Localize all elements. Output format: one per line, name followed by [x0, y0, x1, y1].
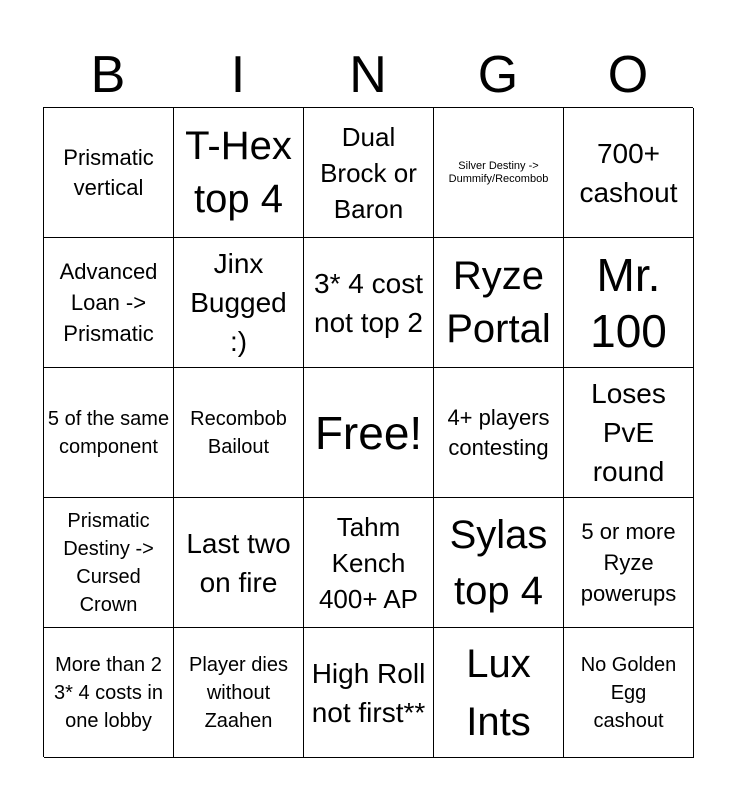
- bingo-cell[interactable]: [174, 108, 304, 238]
- cell-text: 700+ cashout: [579, 137, 678, 208]
- cell-text: More than 2 3* 4 costs in one lobby: [54, 653, 163, 732]
- bingo-cell[interactable]: [564, 628, 694, 758]
- bingo-cell[interactable]: [564, 238, 694, 368]
- bingo-cell[interactable]: [564, 368, 694, 498]
- bingo-cell[interactable]: [174, 238, 304, 368]
- bingo-cell[interactable]: [564, 108, 694, 238]
- bingo-cell[interactable]: [304, 628, 434, 758]
- cell-text: 4+ players contesting: [447, 404, 550, 460]
- cell-text: No Golden Egg cashout: [580, 653, 677, 732]
- bingo-cell[interactable]: [434, 498, 564, 628]
- bingo-cell[interactable]: [174, 368, 304, 498]
- cell-text: Dual Brock or Baron: [320, 121, 417, 224]
- bingo-cell[interactable]: [44, 628, 174, 758]
- cell-text: Loses PvE round: [591, 378, 666, 487]
- bingo-cell[interactable]: [434, 238, 564, 368]
- header-letter-o: O: [607, 46, 649, 104]
- cell-text: T-Hex top 4: [185, 123, 292, 221]
- bingo-card: [43, 107, 693, 757]
- cell-text: Jinx Bugged :): [190, 248, 287, 357]
- cell-text: Advanced Loan -> Prismatic: [59, 259, 158, 346]
- bingo-cell[interactable]: [564, 498, 694, 628]
- cell-text: Prismatic Destiny -> Cursed Crown: [63, 509, 154, 616]
- bingo-cell[interactable]: [434, 628, 564, 758]
- bingo-cell[interactable]: [44, 238, 174, 368]
- header-letter-i: I: [230, 46, 246, 104]
- bingo-cell[interactable]: [174, 498, 304, 628]
- bingo-cell[interactable]: [44, 498, 174, 628]
- cell-text: Player dies without Zaahen: [189, 653, 288, 732]
- bingo-header: [43, 44, 693, 106]
- cell-text: Mr. 100: [590, 248, 667, 357]
- cell-text: Free!: [314, 406, 423, 459]
- cell-text: 5 of the same component: [47, 407, 170, 458]
- cell-text: Silver Destiny -> Dummify/Recombob: [448, 159, 549, 185]
- cell-text: 5 or more Ryze powerups: [580, 519, 677, 606]
- bingo-cell[interactable]: [434, 108, 564, 238]
- cell-text: High Roll not first**: [311, 657, 426, 728]
- cell-text: 3* 4 cost not top 2: [314, 267, 423, 338]
- bingo-cell[interactable]: [304, 498, 434, 628]
- bingo-cell[interactable]: [174, 628, 304, 758]
- cell-text: Sylas top 4: [449, 512, 548, 613]
- cell-text: Prismatic vertical: [63, 144, 154, 200]
- header-letter-b: B: [90, 46, 126, 104]
- bingo-cell[interactable]: [44, 368, 174, 498]
- bingo-cell[interactable]: [304, 238, 434, 368]
- header-letter-g: G: [477, 46, 519, 104]
- bingo-cell[interactable]: [44, 108, 174, 238]
- free-space[interactable]: [304, 368, 434, 498]
- cell-text: Tahm Kench 400+ AP: [318, 511, 419, 614]
- bingo-cell[interactable]: [434, 368, 564, 498]
- cell-text: Lux Ints: [466, 641, 531, 744]
- cell-text: Ryze Portal: [446, 253, 551, 351]
- cell-text: Recombob Bailout: [190, 407, 287, 458]
- bingo-cell[interactable]: [304, 108, 434, 238]
- header-letter-n: N: [349, 46, 387, 104]
- cell-text: Last two on fire: [186, 527, 291, 598]
